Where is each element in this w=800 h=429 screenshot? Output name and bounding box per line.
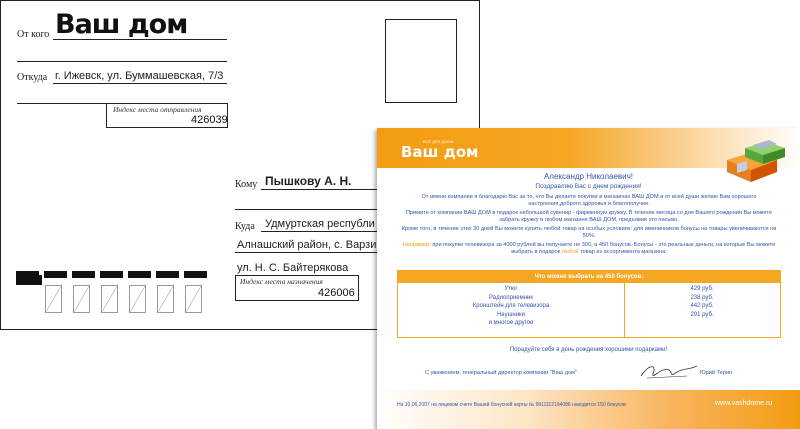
sender-index-box — [106, 103, 228, 128]
paragraph-4-a: при покупке телевизора за 4000 рублей вы получаете не 300, а 450 бонусов. Бонусы - это реальные деньги, на которые Вы можете выбрать в подарок — [430, 242, 776, 256]
offer-items — [398, 285, 624, 328]
code-bar — [72, 271, 95, 278]
stamp-box — [385, 19, 457, 103]
code-bar — [184, 271, 207, 278]
signoff: С уважением, генеральный директор компании "Ваш дом" — [425, 370, 577, 376]
greeting: Александр Николаевич! — [543, 172, 634, 181]
where-from-line — [53, 83, 227, 84]
envelope-logo: Ваш дом — [55, 9, 188, 40]
offer-item: Радиоприемник — [488, 294, 534, 301]
congrats: Поздравляю Вас с днем рождения! — [535, 183, 642, 190]
example-label: Например: — [402, 242, 431, 248]
postcode-digit-box — [185, 285, 202, 313]
where-from-value: г. Ижевск, ул. Буммашевская, 7/3 — [55, 70, 224, 82]
where-line-2 — [235, 252, 379, 253]
code-bar — [156, 271, 179, 278]
dest-index: 426006 — [318, 287, 355, 299]
where-label: Куда — [235, 221, 255, 232]
dest-index-box — [235, 275, 359, 301]
postcode-digit-box — [101, 285, 118, 313]
offer-price: 429 руб. — [690, 286, 714, 292]
offer-price: 291 руб. — [690, 311, 714, 318]
to-value: Пышкову А. Н. — [265, 174, 352, 188]
offer-item: Кронштейн для телевизора — [472, 303, 550, 310]
paragraph-4 — [397, 242, 781, 257]
offer-item: Утюг — [504, 286, 518, 292]
postcode-digit-box — [73, 285, 90, 313]
any-word: любой — [561, 249, 579, 256]
to-line-2 — [235, 209, 379, 210]
where-from-label: Откуда — [17, 72, 48, 83]
offer-title: Что можно выбрать на 450 бонусов: — [398, 271, 780, 283]
signature-icon — [639, 360, 699, 382]
code-bar-tall — [16, 275, 42, 285]
code-bar — [100, 271, 123, 278]
bonus-footnote: На 10.06.2007 на лицевом счете Вашей бонусной карты № 9911112194086 находится 150 бонусов — [397, 402, 626, 408]
offer-item: Наушники — [496, 311, 526, 318]
address-line2: Алнашский район, с. Варзи — [237, 239, 377, 251]
where-line — [261, 231, 379, 232]
paragraph-4-b: товар из ассортимента магазина: — [578, 249, 667, 256]
letter-logo: Ваш дом — [401, 143, 479, 161]
offer-price: 238 руб. — [690, 294, 714, 301]
offer-prices — [624, 285, 780, 319]
website-link[interactable]: www.vashdome.ru — [715, 400, 773, 407]
offer-item: и многое другое — [488, 320, 534, 327]
signer: Юрий Терин — [700, 370, 733, 376]
dest-index-caption: Индекс места назначения — [240, 277, 323, 286]
closing: Порадуйте себя в день рождения хорошими подарками! — [509, 347, 668, 353]
address-line1: Удмуртская республи — [265, 218, 375, 230]
postcode-digit-box — [157, 285, 174, 313]
sender-index-caption: Индекс места отправления — [113, 105, 202, 114]
to-line — [261, 189, 379, 190]
postcode-digit-box — [129, 285, 146, 313]
from-line — [53, 39, 227, 40]
code-bar — [44, 271, 67, 278]
offer-table — [397, 270, 781, 338]
letter — [377, 128, 800, 429]
from-line-2 — [17, 61, 227, 62]
paragraph-3: Кроме того, в течение этих 30 дней Вы можете купить любой товар на особых условиях: для именинников бонусы на товары увеличиваются на 50%. — [401, 226, 777, 240]
from-label: От кого — [17, 29, 50, 40]
postcode-digit-box — [45, 285, 62, 313]
sender-index: 426039 — [191, 114, 228, 126]
letter-footer — [377, 390, 800, 429]
paragraph-1: От имени компании я благодарю Вас за то, что Вы делаете покупки в магазинах ВАШ ДОМ и от всей души желаю Вам хорошего настроения,доброго здоровья и благополучия. — [421, 194, 757, 208]
to-label: Кому — [235, 179, 258, 190]
paragraph-2: Примите от компании ВАШ ДОМ в подарок небольшой сувенир - фирменную кружку. В течение месяца со дня Вашего рождения Вы можете забрать кружку в любом магазине ВАШ ДОМ, предъявив это письмо. — [406, 210, 772, 224]
offer-price: 442 руб. — [690, 303, 714, 310]
code-bar — [128, 271, 151, 278]
address-line3: ул. Н. С. Байтерякова — [237, 262, 349, 274]
tagline: ВСЁ ДЛЯ ДОМА — [423, 139, 454, 144]
